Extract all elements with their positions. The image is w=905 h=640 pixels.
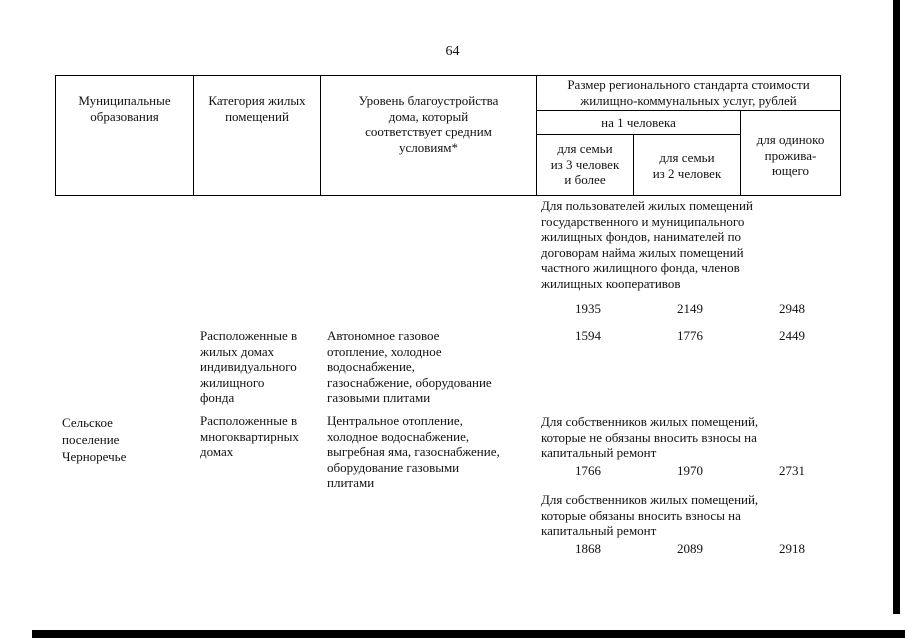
municipality-line: Сельское <box>62 415 113 430</box>
group-users-line: Для пользователей жилых помещений <box>541 198 753 213</box>
header-family2-line: для семьи <box>659 150 715 165</box>
group-owners-not-obliged-line: капитальный ремонт <box>541 445 657 460</box>
municipality-line: Черноречье <box>62 449 127 464</box>
municipality-name <box>62 414 126 465</box>
group-users-line: жилищных фондов, нанимателей по <box>541 229 742 244</box>
header-category-line: помещений <box>225 108 289 124</box>
header-divider-standard <box>536 110 840 111</box>
header-per-person: на 1 человека <box>601 115 676 130</box>
value-family2: 2149 <box>677 301 703 316</box>
municipality-line: поселение <box>62 432 120 447</box>
page-border-right <box>893 0 900 614</box>
level-apartment-line: оборудование газовыми <box>327 459 460 475</box>
header-family3 <box>537 141 633 188</box>
header-municipal-line: образования <box>90 108 159 124</box>
header-municipal <box>56 93 193 124</box>
category-individual <box>200 328 297 406</box>
group-owners-obliged-line: капитальный ремонт <box>541 523 657 538</box>
group-owners-obliged-line: которые обязаны вносить взносы на <box>541 507 741 523</box>
group-label-owners-obliged <box>541 492 758 539</box>
level-individual-line: газоснабжение, оборудование <box>327 374 492 390</box>
group-owners-not-obliged-line: которые не обязаны вносить взносы на <box>541 429 757 445</box>
value-family2: 1970 <box>677 463 703 478</box>
level-apartment-line: выгребная яма, газоснабжение, <box>327 444 500 459</box>
page-number: 64 <box>445 44 460 59</box>
category-individual-line: индивидуального <box>200 359 297 374</box>
value-single: 2948 <box>779 301 805 316</box>
value-family2: 2089 <box>677 541 703 556</box>
header-family3-line: для семьи <box>557 141 613 156</box>
value-family3: 1766 <box>575 463 601 478</box>
header-bottom-border <box>55 195 840 196</box>
value-single: 2731 <box>779 463 805 478</box>
level-apartment-line: Центральное отопление, <box>327 413 463 428</box>
header-level-line: дома, который <box>388 108 469 124</box>
header-family2 <box>634 150 740 181</box>
header-single-line: прожива- <box>764 147 817 163</box>
value-family3: 1935 <box>575 301 601 316</box>
group-label-owners-not-obliged <box>541 414 758 461</box>
header-category <box>194 93 320 124</box>
header-family3-line: и более <box>564 172 606 187</box>
level-individual-line: Автономное газовое <box>327 328 440 343</box>
col-border-right <box>840 75 841 196</box>
header-single-line: для одиноко <box>756 132 825 147</box>
value-single: 2918 <box>779 541 805 556</box>
category-apartment-line: домах <box>200 444 234 459</box>
category-individual-line: фонда <box>200 390 235 405</box>
header-divider-per-person <box>536 134 740 135</box>
category-apartment <box>200 413 299 460</box>
header-municipal-line: Муниципальные <box>78 93 171 108</box>
level-individual <box>327 328 492 406</box>
value-family2: 1776 <box>677 328 703 343</box>
group-users-line: жилищных кооперативов <box>541 275 681 291</box>
group-users-line: государственного и муниципального <box>541 213 745 229</box>
header-standard-line: жилищно-коммунальных услуг, рублей <box>580 92 797 108</box>
header-standard-title <box>537 77 840 108</box>
header-level-line: условиям* <box>398 139 459 155</box>
level-individual-line: отопление, холодное <box>327 343 442 359</box>
group-label-users <box>541 198 753 291</box>
header-category-line: Категория жилых <box>208 93 306 108</box>
header-level-line: соответствует средним <box>365 124 492 139</box>
header-single-line: ющего <box>771 163 809 178</box>
group-users-line: договорам найма жилых помещений <box>541 244 744 260</box>
level-individual-line: газовыми плитами <box>327 390 431 405</box>
level-apartment-line: плитами <box>327 475 375 490</box>
header-level <box>321 93 536 155</box>
header-level-line: Уровень благоустройства <box>358 93 499 108</box>
group-users-line: частного жилищного фонда, членов <box>541 260 740 275</box>
level-individual-line: водоснабжение, <box>327 359 415 374</box>
header-family3-line: из 3 человек <box>550 156 620 172</box>
header-family2-line: из 2 человек <box>652 165 722 181</box>
value-family3: 1594 <box>575 328 601 343</box>
value-single: 2449 <box>779 328 805 343</box>
category-individual-line: жилых домах <box>200 343 275 359</box>
level-apartment <box>327 413 500 491</box>
category-apartment-line: Расположенные в <box>200 413 298 428</box>
header-standard-line: Размер регионального стандарта стоимости <box>567 77 810 92</box>
header-top-border <box>55 75 840 76</box>
page-border-bottom <box>32 630 905 638</box>
level-apartment-line: холодное водоснабжение, <box>327 428 470 444</box>
category-individual-line: Расположенные в <box>200 328 298 343</box>
value-family3: 1868 <box>575 541 601 556</box>
category-apartment-line: многоквартирных <box>200 428 299 444</box>
group-owners-not-obliged-line: Для собственников жилых помещений, <box>541 414 759 429</box>
category-individual-line: жилищного <box>200 374 265 390</box>
group-owners-obliged-line: Для собственников жилых помещений, <box>541 492 759 507</box>
header-single <box>741 132 840 179</box>
